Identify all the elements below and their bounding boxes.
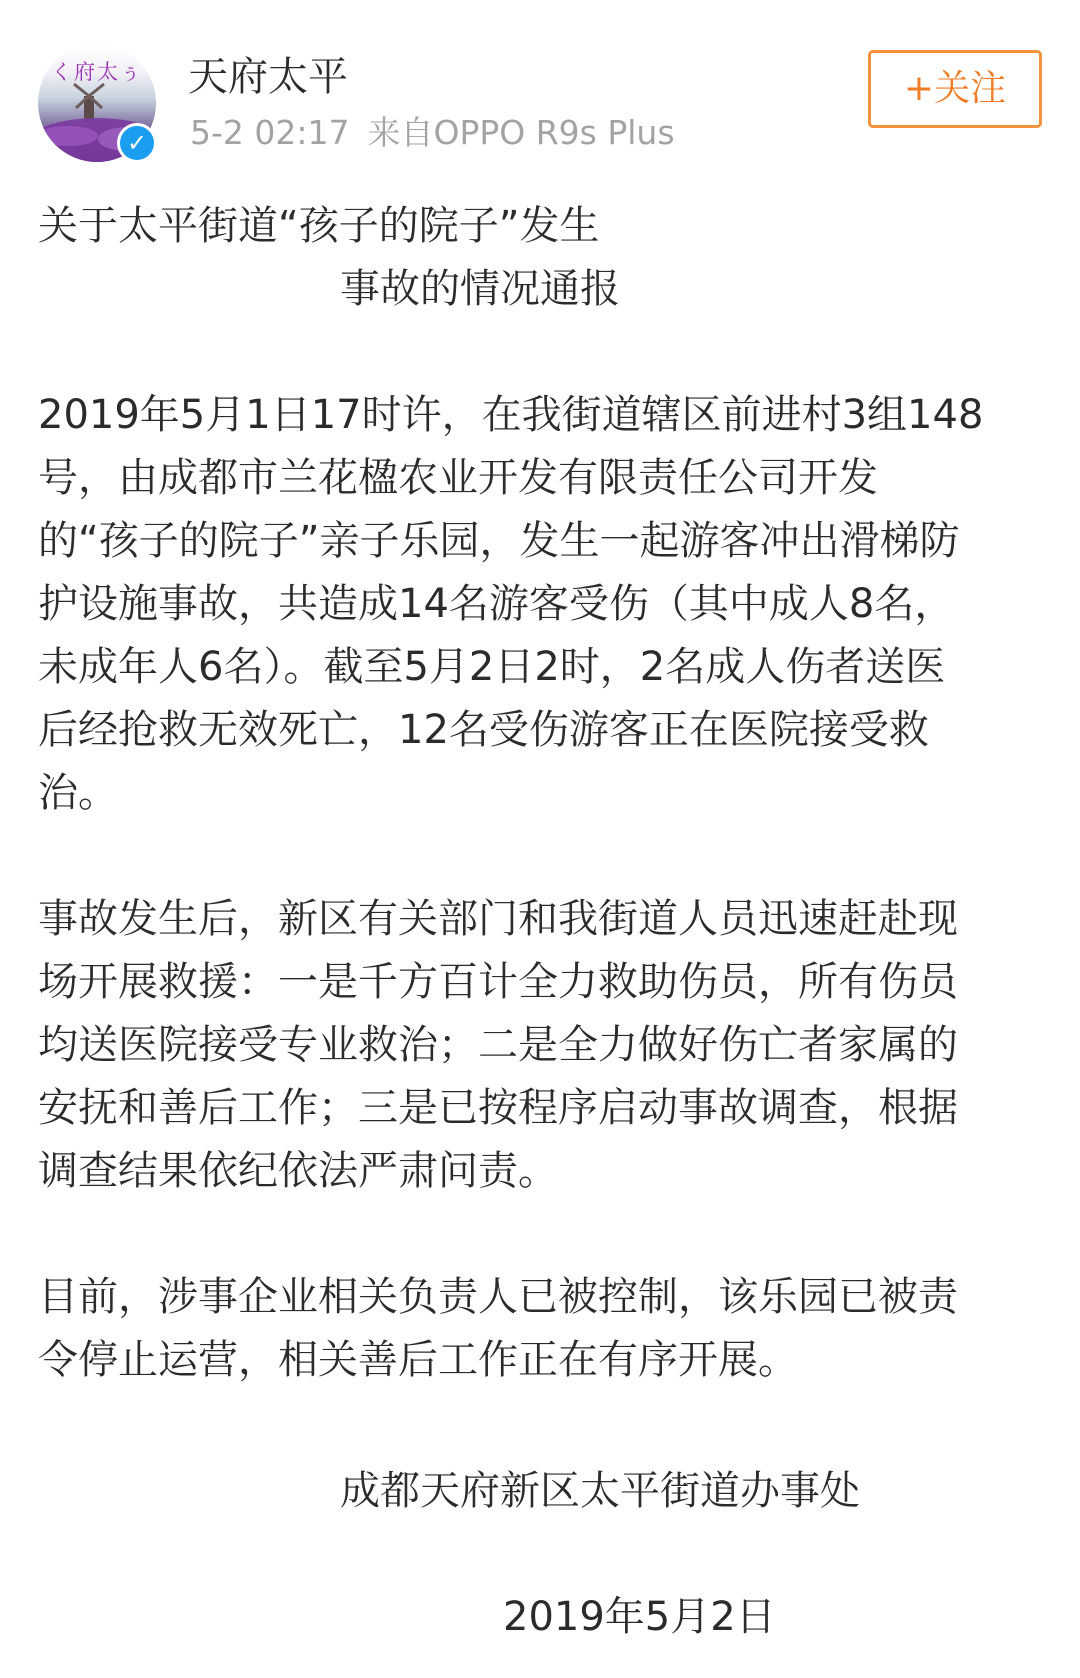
post-meta <box>190 112 675 154</box>
paragraph-line: 未成年人6名）。截至5月2日2时，2名成人伤者送医 <box>38 644 946 690</box>
signature: 成都天府新区太平街道办事处 <box>340 1468 860 1514</box>
username[interactable]: 天府太平 <box>188 54 348 100</box>
paragraph-line: 调查结果依纪依法严肃问责。 <box>38 1148 558 1194</box>
paragraph-line: 护设施事故，共造成14名游客受伤（其中成人8名， <box>38 581 955 627</box>
paragraph-line: 2019年5月1日17时许，在我街道辖区前进村3组148 <box>38 392 984 438</box>
post-body <box>38 195 1048 1392</box>
paragraph-line: 安抚和善后工作；三是已按程序启动事故调查，根据 <box>38 1085 958 1131</box>
follow-button[interactable]: +关注 <box>868 50 1042 128</box>
post-title-line-2: 事故的情况通报 <box>340 266 620 312</box>
post-title-line-1: 关于太平街道“孩子的院子”发生 <box>38 203 600 249</box>
paragraph-2 <box>38 888 1048 1203</box>
paragraph-1 <box>38 384 1048 825</box>
paragraph-line: 目前，涉事企业相关负责人已被控制，该乐园已被责 <box>38 1274 958 1320</box>
avatar-logo-text: く府太ぅ <box>51 60 143 84</box>
paragraph-line: 均送医院接受专业救治；二是全力做好伤亡者家属的 <box>38 1022 958 1068</box>
paragraph-line: 后经抢救无效死亡，12名受伤游客正在医院接受救 <box>38 707 929 753</box>
paragraph-line: 治。 <box>38 770 118 816</box>
paragraph-line: 场开展救援：一是千方百计全力救助伤员，所有伤员 <box>38 959 958 1005</box>
paragraph-3 <box>38 1266 1048 1392</box>
post-time: 5-2 02:17 <box>190 113 350 152</box>
paragraph-line: 令停止运营，相关善后工作正在有序开展。 <box>38 1337 798 1383</box>
paragraph-line: 号，由成都市兰花楹农业开发有限责任公司开发 <box>38 455 878 501</box>
verified-v-icon: ✓ <box>117 123 157 163</box>
paragraph-line: 的“孩子的院子”亲子乐园，发生一起游客冲出滑梯防 <box>38 518 960 564</box>
post-source: 来自OPPO R9s Plus <box>367 113 675 152</box>
signature-date: 2019年5月2日 <box>503 1594 776 1640</box>
paragraph-line: 事故发生后，新区有关部门和我街道人员迅速赶赴现 <box>38 896 958 942</box>
